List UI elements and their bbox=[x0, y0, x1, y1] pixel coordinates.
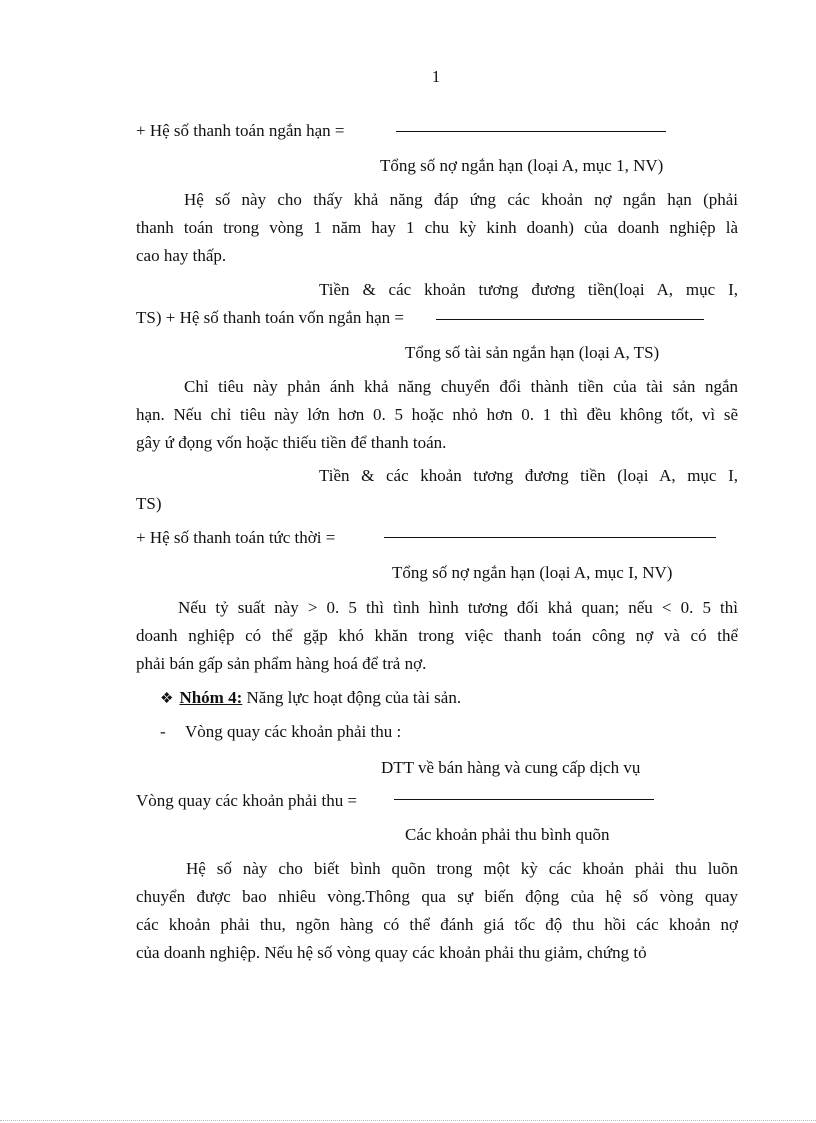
formula1-fraction-line bbox=[396, 131, 666, 132]
paragraph-1-line: thanh toán trong vòng 1 năm hay 1 chu kỳ kinh doanh) của doanh nghiệp là bbox=[136, 218, 738, 237]
formula3-numerator-line: Tiền & các khoản tương đương tiền (loại A, mục I, bbox=[319, 466, 738, 485]
formula1-denominator: Tổng số nợ ngắn hạn (loại A, mục 1, NV) bbox=[380, 156, 664, 175]
formula2-denominator: Tổng số tài sản ngắn hạn (loại A, TS) bbox=[405, 343, 660, 362]
paragraph-1 bbox=[136, 186, 738, 270]
formula2-numerator-line: Tiền & các khoản tương đương tiền(loại A, mục I, bbox=[319, 280, 738, 299]
list-item-text: Vòng quay các khoản phải thu : bbox=[185, 722, 402, 741]
formula3-fraction-line bbox=[384, 537, 716, 538]
formula4-numerator: DTT về bán hàng và cung cấp dịch vụ bbox=[381, 758, 641, 777]
paragraph-1-line: cao hay thấp. bbox=[136, 246, 227, 265]
group-4-title: Nhóm 4: bbox=[179, 688, 243, 707]
paragraph-2-line: hạn. Nếu chỉ tiêu này lớn hơn 0. 5 hoặc nhỏ hơn 0. 1 thì đều không tốt, vì sẽ bbox=[136, 405, 738, 424]
formula2-label: TS) + Hệ số thanh toán vốn ngắn hạn = bbox=[136, 308, 404, 327]
page-number: 1 bbox=[431, 67, 441, 86]
paragraph-4-line: chuyển được bao nhiêu vòng.Thông qua sự biến động của hệ số vòng quay bbox=[136, 887, 738, 906]
group-4-heading bbox=[160, 688, 461, 708]
paragraph-4-line: Hệ số này cho biết bình quõn trong một kỳ các khoản phải thu luõn bbox=[186, 859, 738, 878]
diamond-bullet-icon: ❖ bbox=[160, 691, 174, 707]
paragraph-2 bbox=[136, 373, 738, 457]
formula1-label: + Hệ số thanh toán ngắn hạn = bbox=[136, 121, 345, 140]
formula4-fraction-line bbox=[394, 799, 654, 800]
paragraph-4-line: của doanh nghiệp. Nếu hệ số vòng quay các khoản phải thu giảm, chứng tỏ bbox=[136, 943, 647, 962]
formula3-numerator bbox=[319, 466, 738, 494]
formula2-numerator bbox=[319, 280, 738, 308]
paragraph-2-line: Chỉ tiêu này phản ánh khả năng chuyển đổi thành tiền của tài sản ngắn bbox=[184, 377, 738, 396]
paragraph-3 bbox=[136, 594, 738, 678]
paragraph-4-line: các khoản phải thu, ngõn hàng có thể đánh giá tốc độ thu hồi các khoản nợ bbox=[136, 915, 738, 934]
paragraph-3-line: phải bán gấp sản phẩm hàng hoá để trả nợ. bbox=[136, 654, 427, 673]
formula3-label: + Hệ số thanh toán tức thời = bbox=[136, 528, 336, 547]
formula4-denominator: Các khoản phải thu bình quõn bbox=[405, 825, 610, 844]
formula3-denominator: Tổng số nợ ngắn hạn (loại A, mục I, NV) bbox=[392, 563, 673, 582]
paragraph-4 bbox=[136, 855, 738, 967]
paragraph-1-line: Hệ số này cho thấy khả năng đáp ứng các khoản nợ ngắn hạn (phải bbox=[184, 190, 738, 209]
list-item-dash: - bbox=[160, 722, 166, 741]
formula2-fraction-line bbox=[436, 319, 704, 320]
formula3-numerator-cont: TS) bbox=[136, 494, 162, 513]
page-bottom-border bbox=[0, 1120, 816, 1121]
paragraph-2-line: gây ứ đọng vốn hoặc thiếu tiền để thanh toán. bbox=[136, 433, 447, 452]
paragraph-3-line: doanh nghiệp có thể gặp khó khăn trong việc thanh toán công nợ và có thể bbox=[136, 626, 738, 645]
paragraph-3-line: Nếu tỷ suất này > 0. 5 thì tình hình tương đối khả quan; nếu < 0. 5 thì bbox=[178, 598, 738, 617]
formula4-label: Vòng quay các khoản phải thu = bbox=[136, 791, 358, 810]
group-4-text: Năng lực hoạt động của tài sản. bbox=[246, 688, 462, 707]
